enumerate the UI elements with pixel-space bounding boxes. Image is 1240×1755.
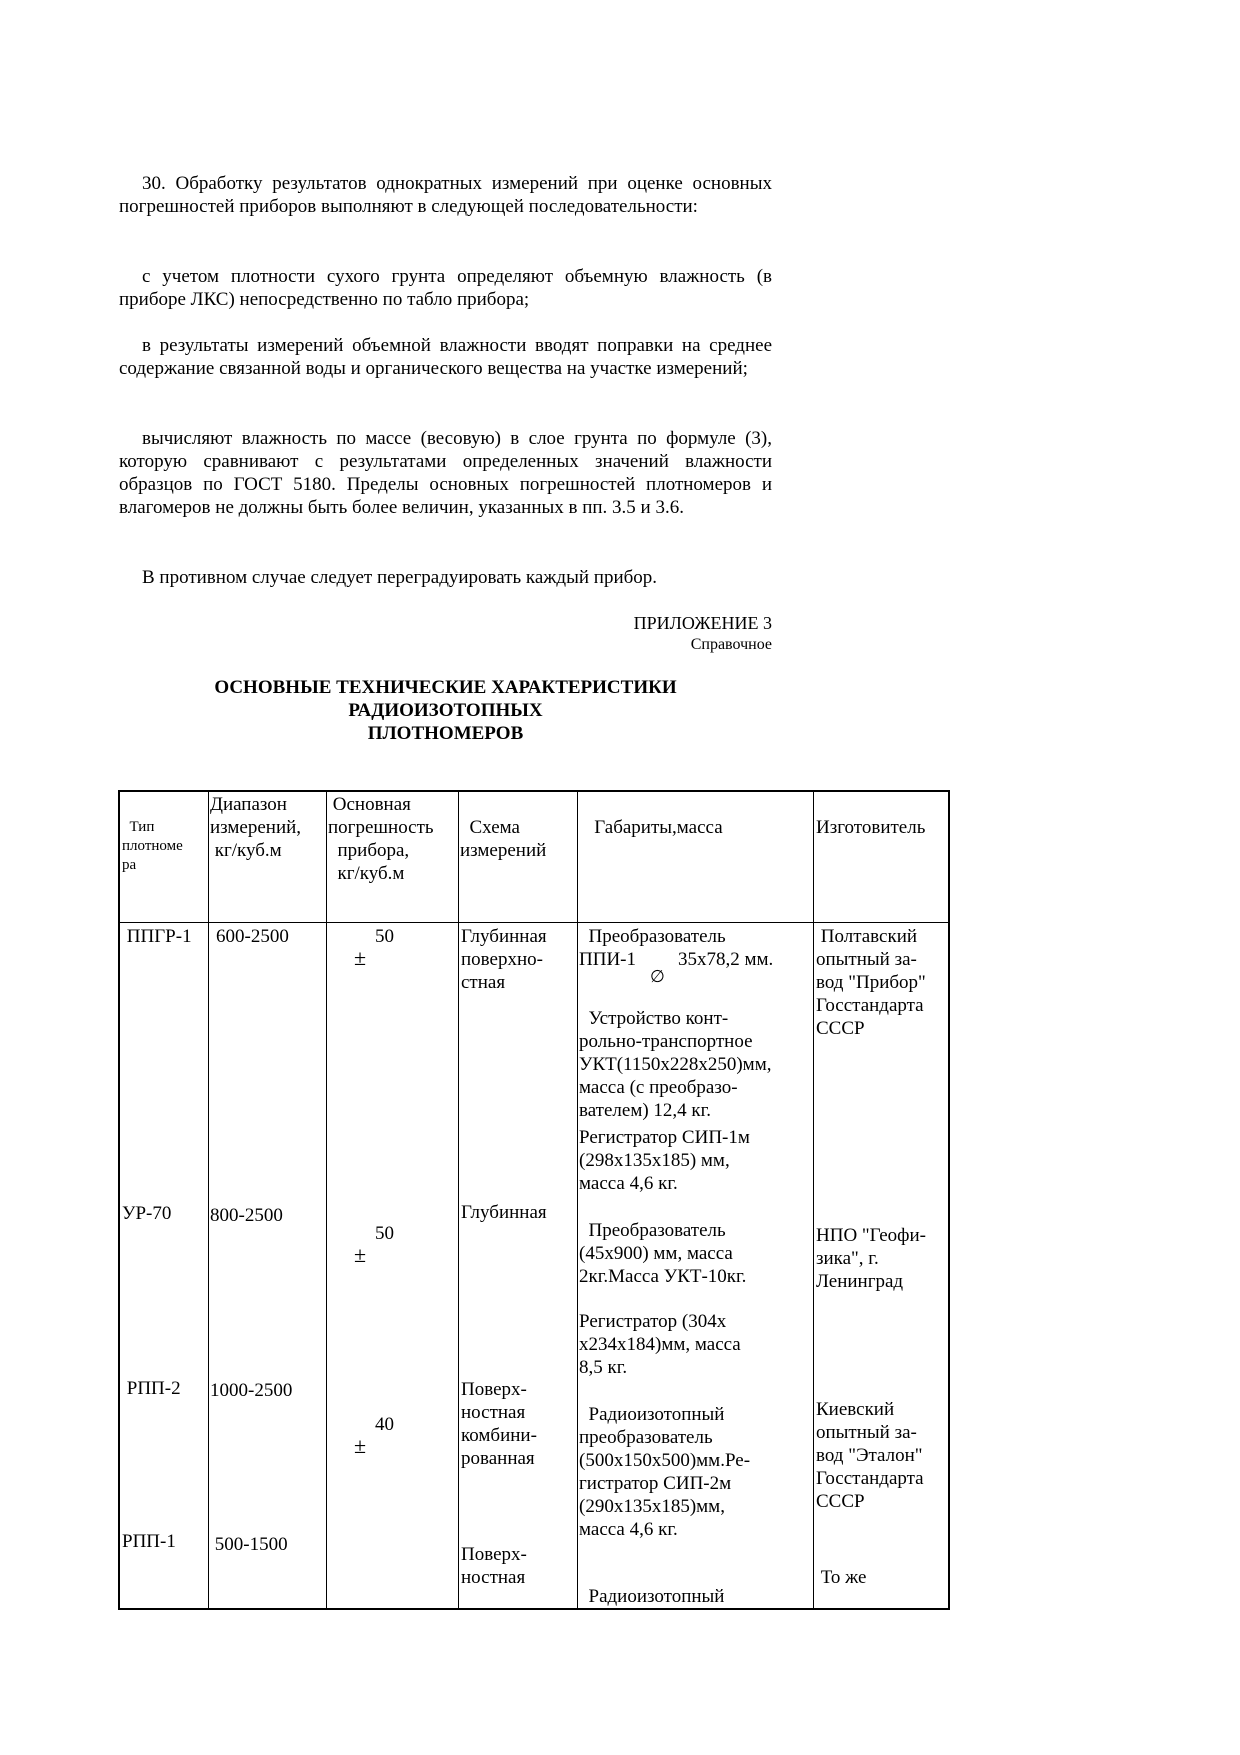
header-dims: Габариты,масса [580,817,723,838]
header-scheme: Схема измерений [460,817,547,861]
header-divider [120,922,948,923]
row2-scheme: Глубинная [461,1202,547,1223]
row2-maker: НПО "Геофи- зика", г. Ленинград [816,1225,926,1292]
row3-scheme: Поверх- ностная комбини- рованная [461,1379,537,1469]
row2-error: 50 [375,1223,394,1244]
dims-control-unit: Устройство конт- рольно-транспортное УКТ(1150х228х250)мм, масса (с преобразо- вателем) 12,4 кг. [579,1008,772,1121]
row2-range: 800-2500 [210,1205,283,1226]
dims-radioisotope-1: Радиоизотопный преобразователь (500х150х500)мм.Ре- гистратор СИП-2м (290х135х185)мм, масса 4,6 кг. [579,1404,751,1540]
row4-maker: То же [816,1567,867,1588]
paragraph-corrections: в результаты измерений объемной влажности вводят поправки на среднее содержание связанной воды и органического вещества на участке измерений; [119,335,772,379]
plus-minus-icon: ± [354,1242,367,1267]
appendix-label: ПРИЛОЖЕНИЕ 3 [633,613,772,633]
header-maker: Изготовитель [816,817,926,838]
page-title [119,676,772,745]
dims-converter-1: Преобразователь [579,926,726,947]
dims-recorder-304: Регистратор (304х х234х184)мм, масса 8,5 кг. [579,1311,741,1378]
column-divider [208,792,209,1608]
plus-minus-icon: ± [354,1433,367,1458]
paragraph-mass-moisture: вычисляют влажность по массе (весовую) в слое грунта по формуле (3), которую сравнивают с результатами определенных значений влажности образцов по ГОСТ 5180. Пределы основных погрешностей плотномеров и влагомеров не должны быть более величин, указанных в пп. 3.5 и 3.6. [119,428,772,518]
column-divider [458,792,459,1608]
dims-recorder-1m: Регистратор СИП-1м (298х135х185) мм, масса 4,6 кг. [579,1127,750,1194]
header-type: Тип плотноме ра [122,819,183,873]
plus-minus-icon: ± [354,945,367,970]
diameter-icon: ∅ [650,967,665,986]
row3-type: РПП-2 [122,1378,181,1399]
title-line-2: РАДИОИЗОТОПНЫХ [348,700,543,721]
paragraph-regraduate: В противном случае следует переградуировать каждый прибор. [142,567,658,588]
column-divider [813,792,814,1608]
column-divider [326,792,327,1608]
header-error: Основная погрешность прибора, кг/куб.м [328,794,434,884]
row3-error: 40 [375,1414,394,1435]
row1-error: 50 [375,926,394,947]
column-divider [577,792,578,1608]
row3-range: 1000-2500 [210,1380,293,1401]
dims-radioisotope-2: Радиоизотопный [579,1586,725,1607]
appendix-type: Справочное [690,636,772,653]
characteristics-table [118,790,950,1610]
row3-maker: Киевский опытный за- вод "Эталон" Госстандарта СССР [816,1399,924,1512]
paragraph-volumetric-moisture: с учетом плотности сухого грунта определяют объемную влажность (в приборе ЛКС) непосредственно по табло прибора; [119,266,772,310]
row4-scheme: Поверх- ностная [461,1544,527,1588]
dims-converter-1-model: ППИ-1 [579,949,636,970]
row1-maker: Полтавский опытный за- вод "Прибор" Госстандарта СССР [816,926,926,1039]
row1-type: ППГР-1 [122,926,192,947]
row4-range: 500-1500 [210,1534,288,1555]
dims-converter-2: Преобразователь (45х900) мм, масса 2кг.Масса УКТ-10кг. [579,1220,747,1287]
row1-scheme: Глубинная поверхно- стная [461,926,547,993]
paragraph-processing-intro: 30. Обработку результатов однократных измерений при оценке основных погрешностей приборов выполняют в следующей последовательности: [119,173,772,217]
title-line-1: ОСНОВНЫЕ ТЕХНИЧЕСКИЕ ХАРАКТЕРИСТИКИ [214,677,677,698]
header-range: Диапазон измерений, кг/куб.м [210,794,302,861]
title-line-3: ПЛОТНОМЕРОВ [367,723,524,744]
row1-range: 600-2500 [216,926,289,947]
row2-type: УР-70 [122,1203,172,1224]
row4-type: РПП-1 [122,1531,176,1552]
dims-converter-1-size: 35х78,2 мм. [678,949,774,970]
